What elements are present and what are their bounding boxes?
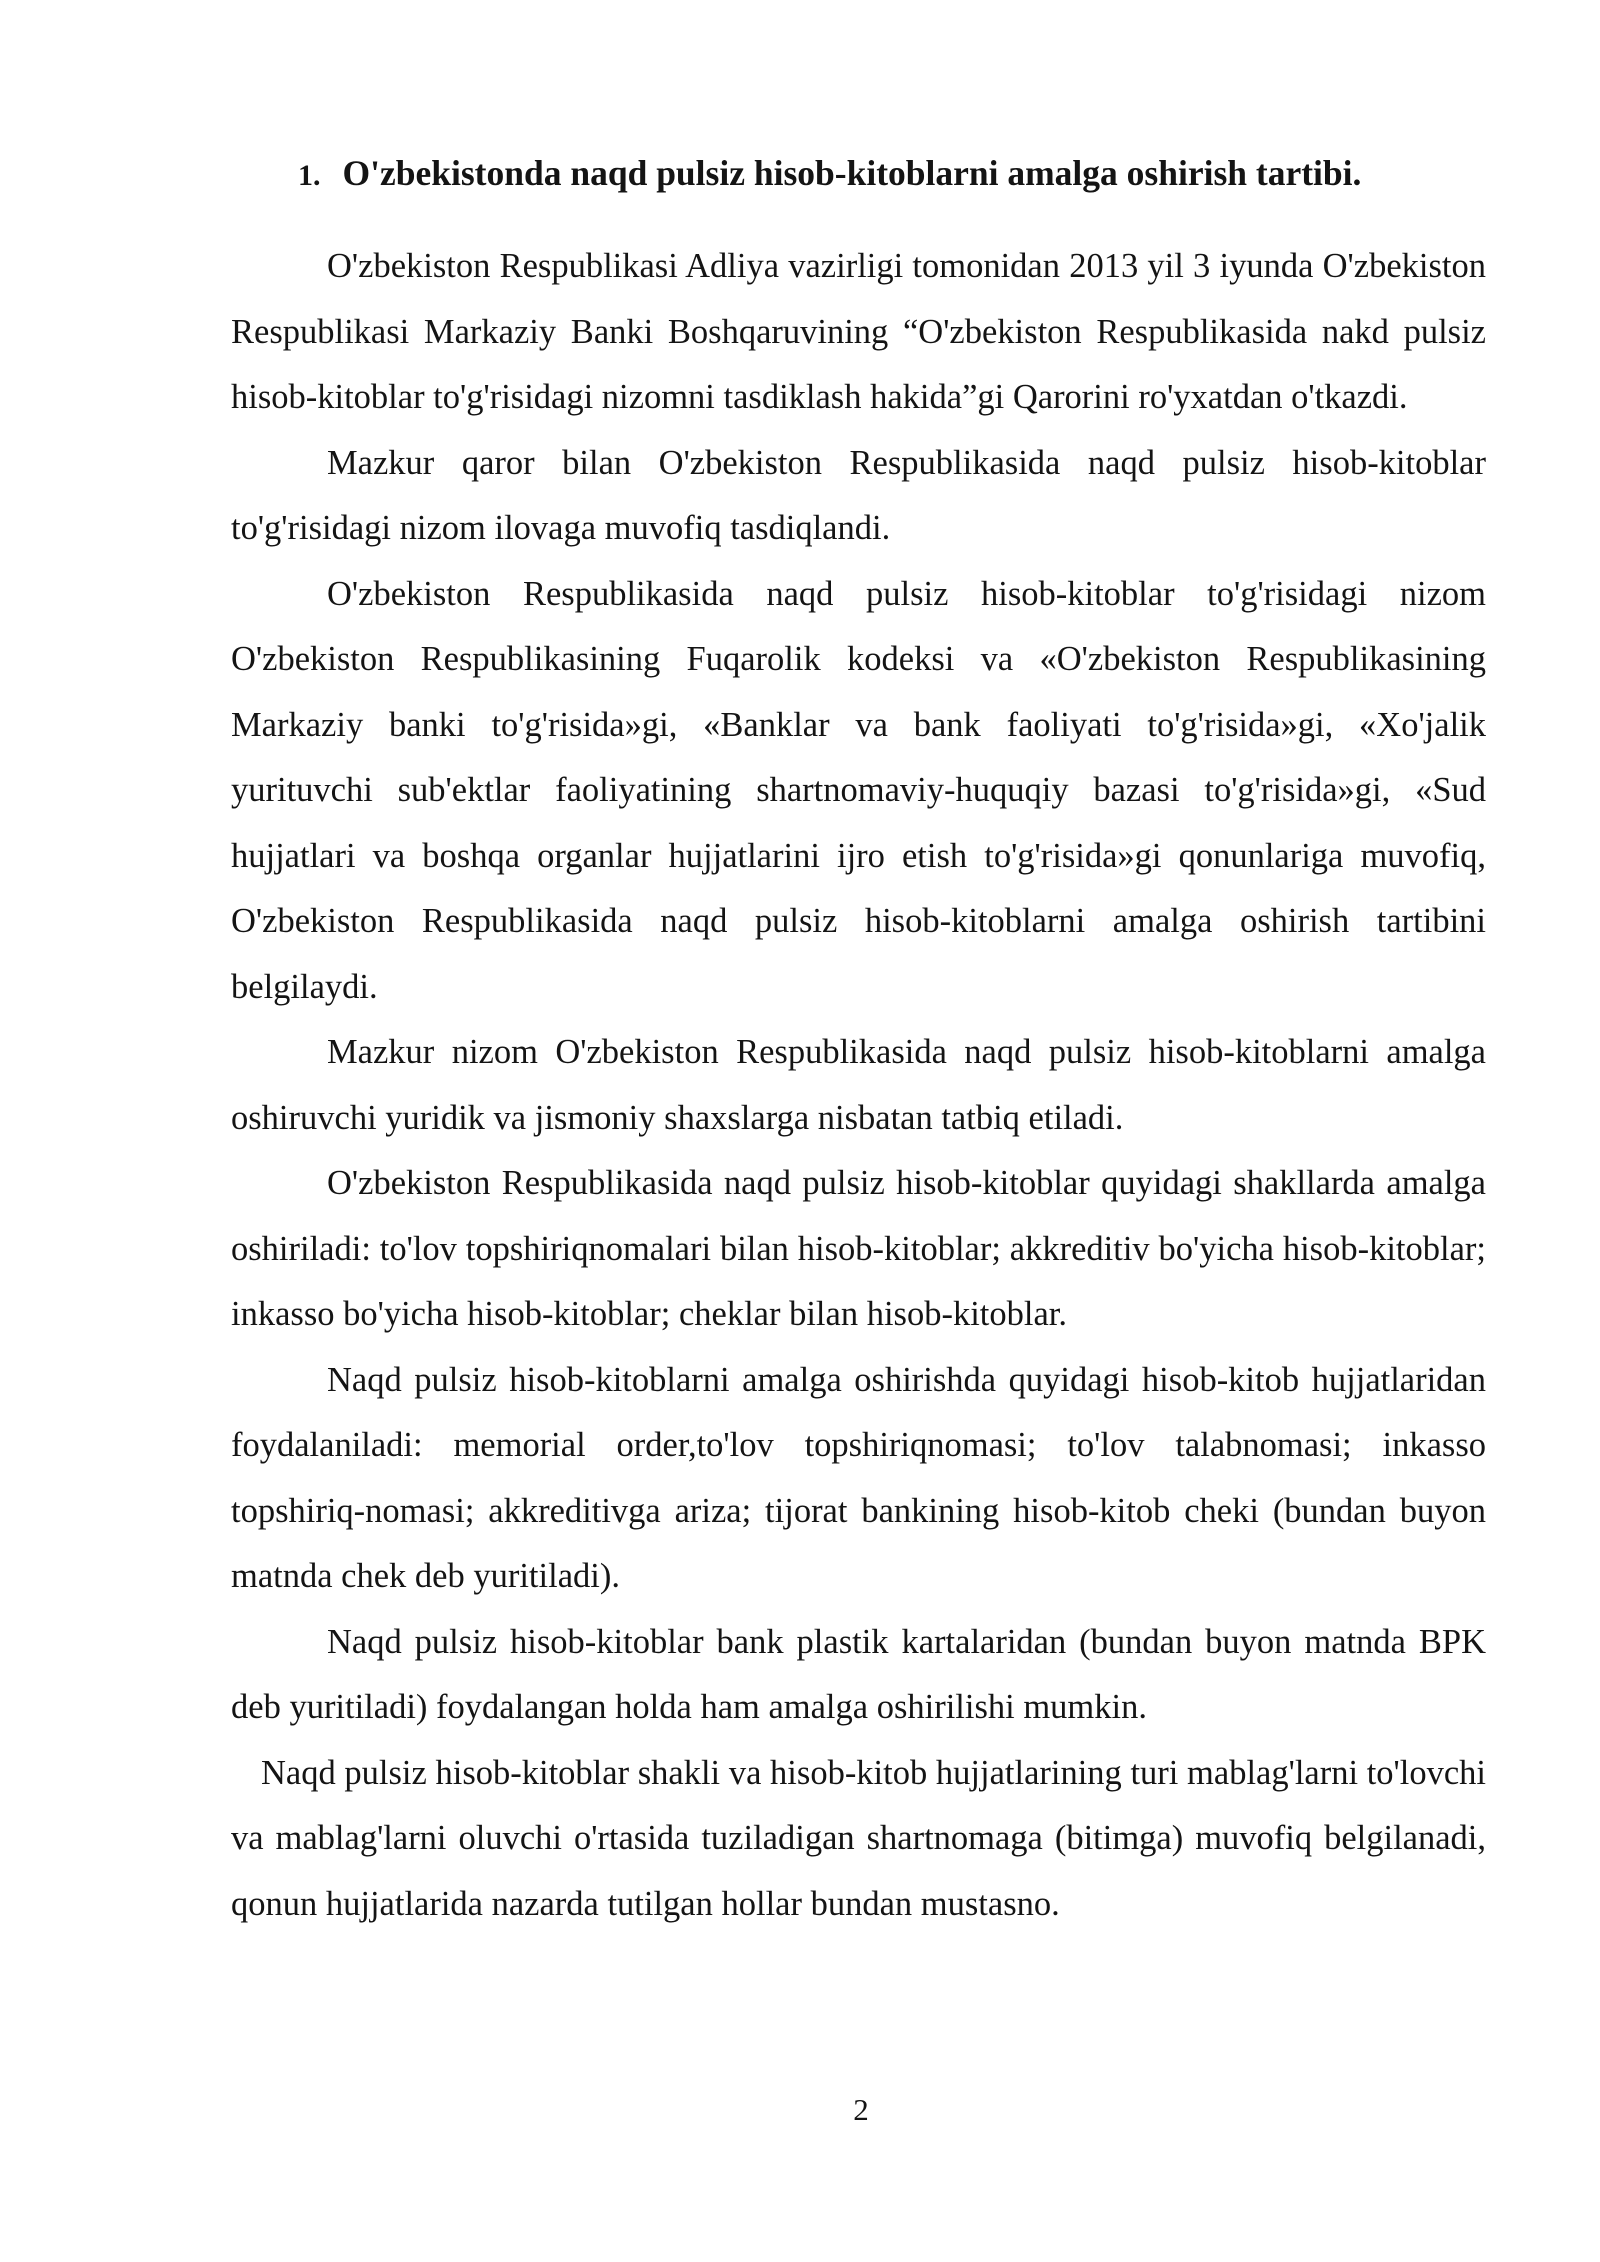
paragraph-contract-terms: Naqd pulsiz hisob-kitoblar shakli va hisob-kitob hujjatlarining turi mablag'larni to'lovchi va mablag'larni oluvchi o'rtasida tuziladigan shartnomaga (bitimga) muvofiq belgilanadi, qonun hujjatlarida nazarda tutilgan hollar bundan mustasno. [231, 1753, 1486, 1923]
section-heading [298, 150, 1498, 199]
paragraph-nizom-approved: Mazkur qaror bilan O'zbekiston Respublikasida naqd pulsiz hisob-kitoblar to'g'risidagi nizom ilovaga muvofiq tasdiqlandi. [231, 443, 1486, 547]
paragraph-settlement-forms: O'zbekiston Respublikasida naqd pulsiz hisob-kitoblar quyidagi shakllarda amalga oshiriladi: to'lov topshiriqnomalari bilan hisob-kitoblar; akkreditiv bo'yicha hisob-kitoblar; inkasso bo'yicha hisob-kitoblar; cheklar bilan hisob-kitoblar. [231, 1164, 1486, 1333]
section-number: 1. [298, 159, 321, 192]
paragraph-scope: Mazkur nizom O'zbekiston Respublikasida naqd pulsiz hisob-kitoblarni amalga oshiruvchi yuridik va jismoniy shaxslarga nisbatan tatbiq etiladi. [231, 1033, 1486, 1137]
paragraph-legal-basis: O'zbekiston Respublikasida naqd pulsiz hisob-kitoblar to'g'risidagi nizom O'zbekiston Respublikasining Fuqarolik kodeksi va «O'zbekiston Respublikasining Markaziy banki to'g'risida»gi, «Banklar va bank faoliyati to'g'risida»gi, «Xo'jalik yurituvchi sub'ektlar faoliyatining shartnomaviy-huquqiy bazasi to'g'risida»gi, «Sud hujjatlari va boshqa organlar hujjatlarini ijro etish to'g'risida»gi qonunlariga muvofiq, O'zbekiston Respublikasida naqd pulsiz hisob-kitoblarni amalga oshirish tartibini belgilaydi. [231, 574, 1486, 1006]
document-body [231, 234, 1486, 1937]
page-number: 2 [853, 2092, 869, 2127]
paragraph-plastic-cards: Naqd pulsiz hisob-kitoblar bank plastik kartalaridan (bundan buyon matnda BPK deb yuritiladi) foydalangan holda ham amalga oshirilishi mumkin. [231, 1622, 1486, 1726]
paragraph-adliya-registration: O'zbekiston Respublikasi Adliya vazirligi tomonidan 2013 yil 3 iyunda O'zbekiston Respublikasi Markaziy Banki Boshqaruvining “O'zbekiston Respublikasida nakd pulsiz hisob-kitoblar to'g'risidagi nizomni tasdiklash hakida”gi Qarorini ro'yxatdan o'tkazdi. [231, 247, 1486, 416]
section-title: O'zbekistonda naqd pulsiz hisob-kitoblarni amalga oshirish tartibi. [342, 153, 1362, 193]
paragraph-settlement-documents: Naqd pulsiz hisob-kitoblarni amalga oshirishda quyidagi hisob-kitob hujjatlaridan foydalaniladi: memorial order,to'lov topshiriqnomasi; to'lov talabnomasi; inkasso topshiriq-nomasi; akkreditivga ariza; tijorat bankining hisob-kitob cheki (bundan buyon matnda chek deb yuritiladi). [231, 1360, 1486, 1595]
